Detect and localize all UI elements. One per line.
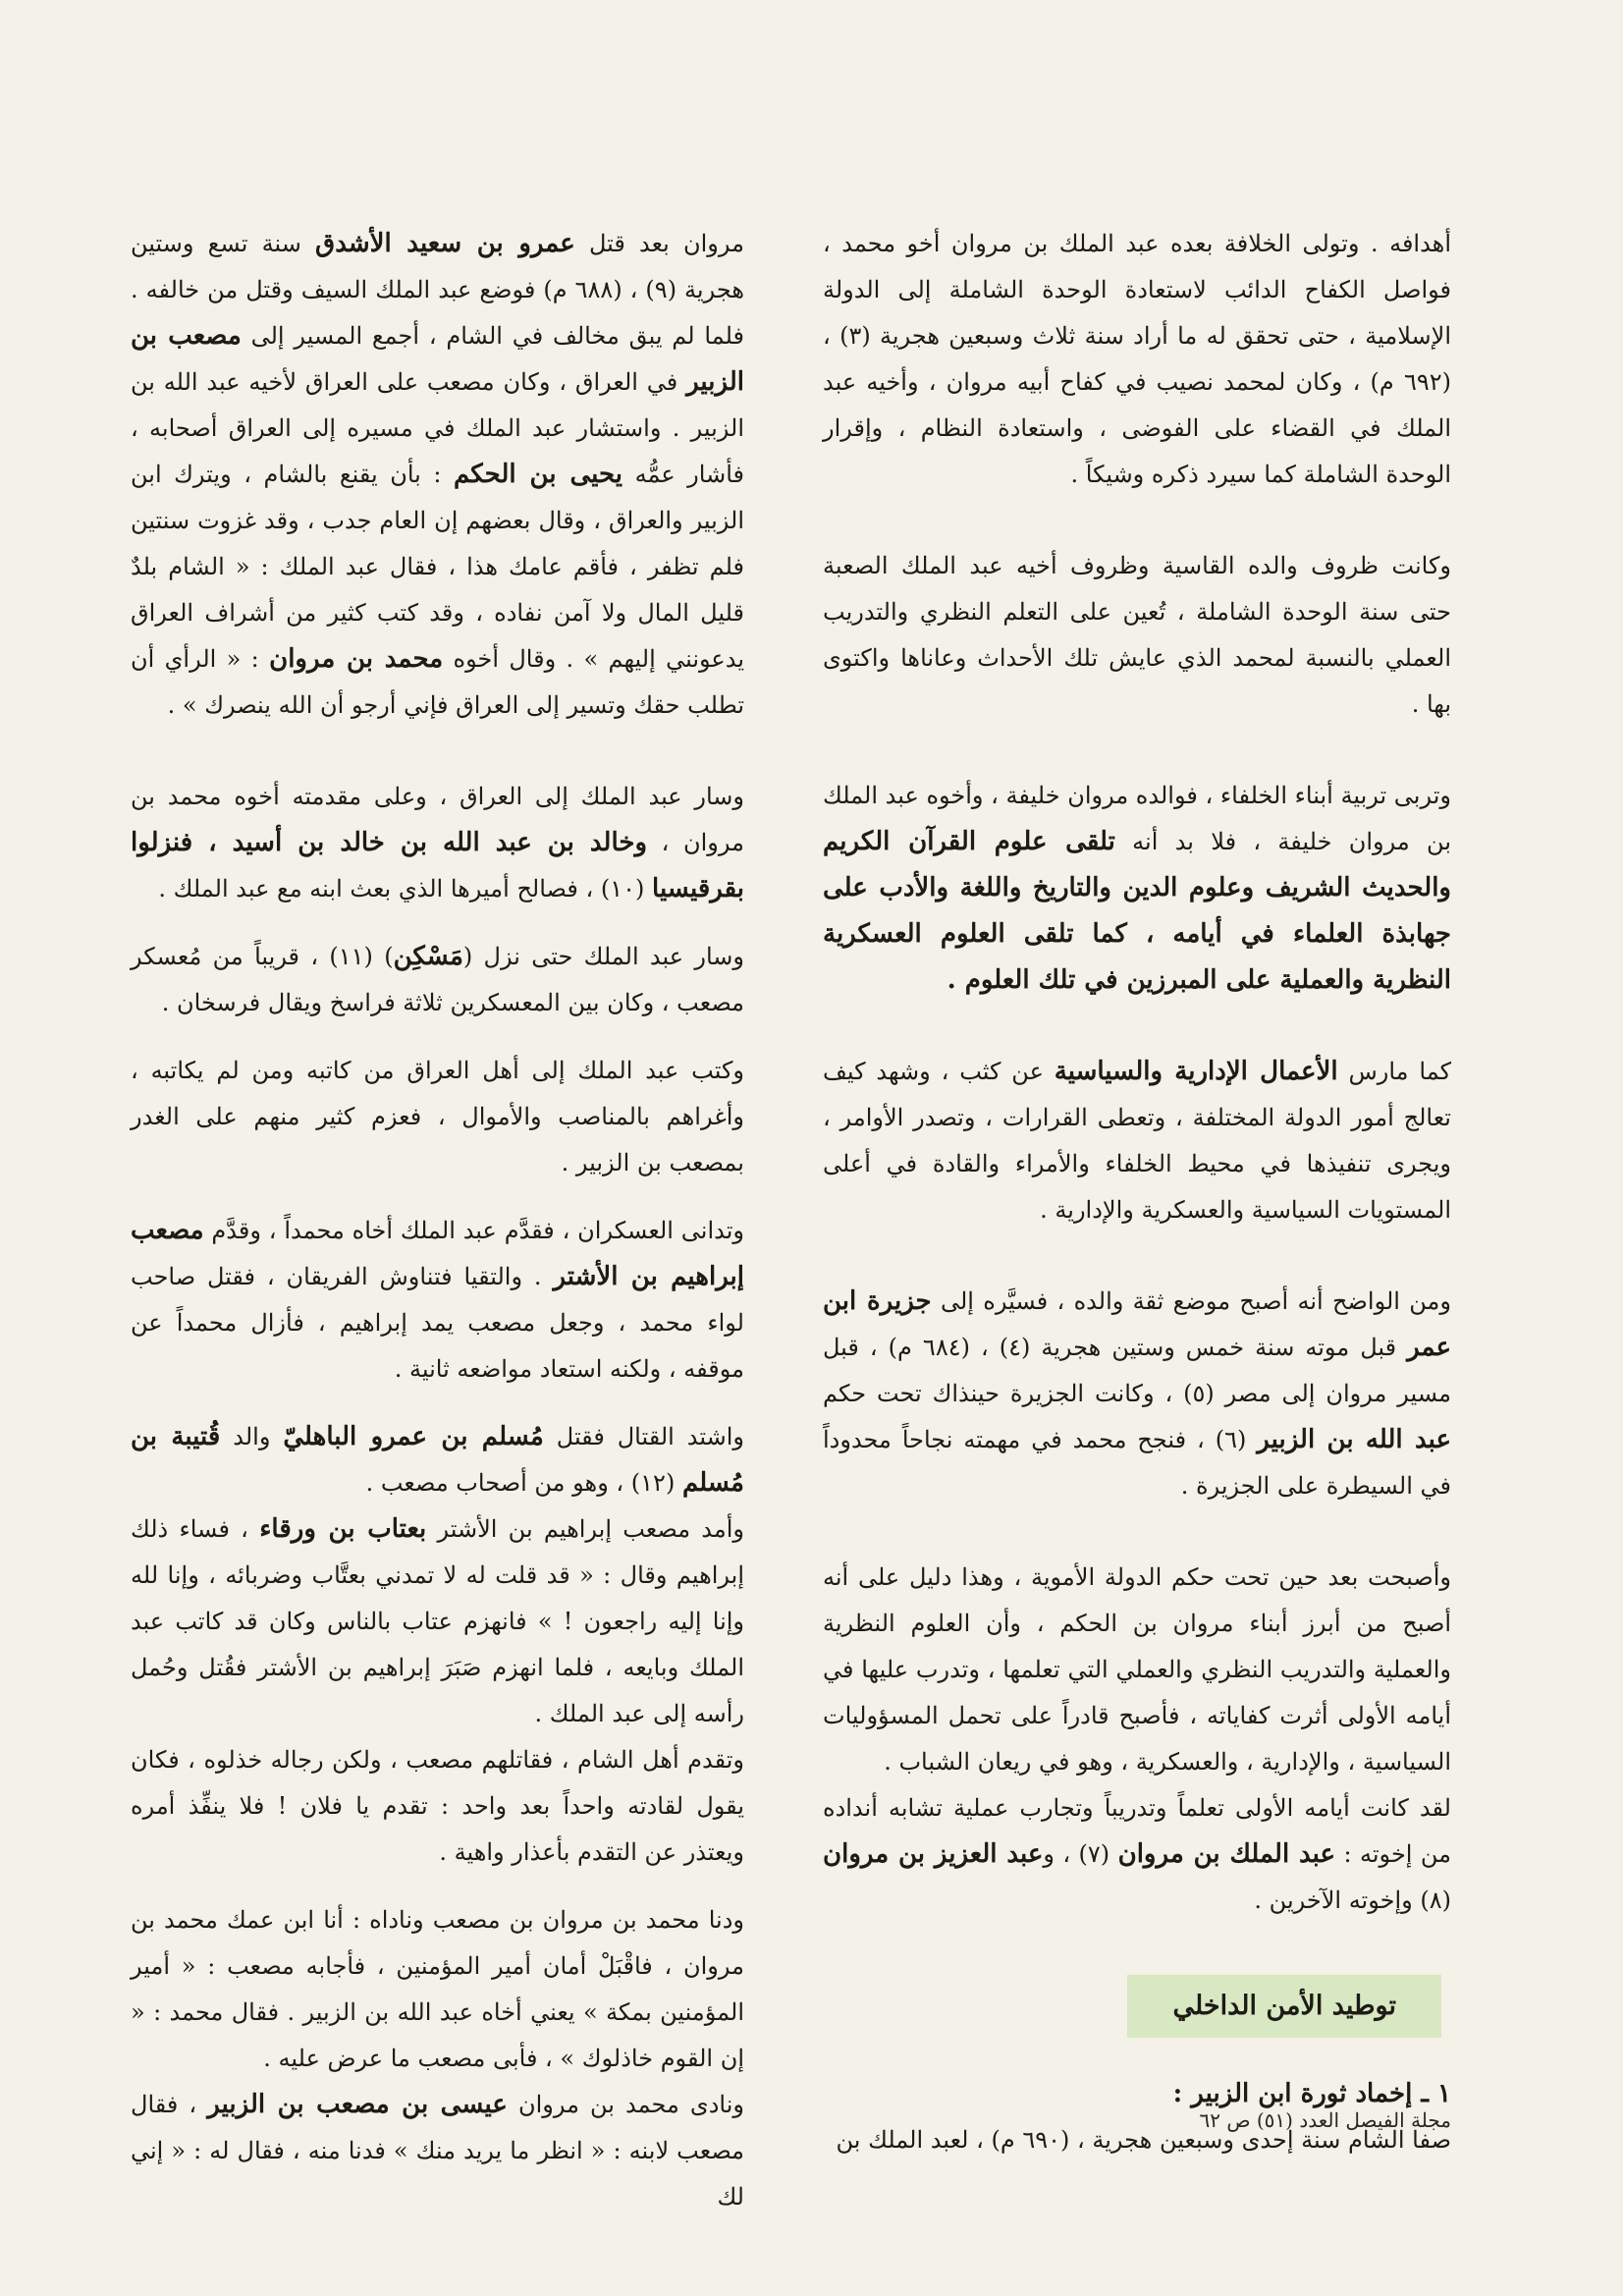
left-column bbox=[131, 221, 744, 2220]
page-footer: مجلة الفيصل العدد (٥١) ص ٦٢ bbox=[1199, 2108, 1451, 2132]
text: (١٠) ، فصالح أميرها الذي بعث ابنه مع عبد الملك . bbox=[158, 875, 645, 902]
bold-text: مَسْكِن bbox=[393, 942, 463, 971]
paragraph bbox=[131, 1737, 744, 1876]
bold-text: الأعمال الإدارية والسياسية bbox=[1054, 1057, 1338, 1086]
bold-text: عبد الملك بن مروان bbox=[1117, 1839, 1336, 1869]
bold-text: محمد بن مروان bbox=[269, 644, 444, 674]
text: . والتقيا فتناوش الفريقان ، فقتل صاحب لواء محمد ، وجعل مصعب يمد إبراهيم ، فأزال محمداً عن موقفه ، ولكنه استعاد مواضعه ثانية . bbox=[131, 1263, 744, 1383]
text: ) (١١) ، قريباً من مُعسكر مصعب ، وكان بين المعسكرين ثلاثة فراسخ ويقال فرسخان . bbox=[131, 943, 744, 1016]
paragraph bbox=[823, 1279, 1451, 1509]
text: (٧) ، و bbox=[1043, 1840, 1110, 1868]
text: ، فساء ذلك إبراهيم وقال : « قد قلت له لا تمدني بعتَّاب وضربائه ، وإنا لله وإنا إليه راجعون ! » فانهزم عتاب بالناس وكان قد كاتب عبد الملك وبايعه ، فلما انهزم صَبَرَ إبراهيم بن الأشتر فقُتل وحُمل رأسه إلى عبد الملك . bbox=[131, 1515, 744, 1727]
text: في العراق ، وكان مصعب على العراق لأخيه عبد الله بن الزبير . واستشار عبد الملك في مسيره إلى العراق أصحابه ، فأشار عمُّه bbox=[131, 368, 744, 488]
text: وسار عبد الملك حتى نزل ( bbox=[462, 943, 745, 970]
text: مروان بعد قتل bbox=[588, 230, 744, 257]
paragraph: صفا الشام سنة إحدى وسبعين هجرية ، (٦٩٠ م) ، لعبد الملك بن bbox=[836, 2126, 1451, 2154]
paragraph bbox=[131, 774, 744, 912]
text: ، فقال مصعب لابنه : « انظر ما يريد منك » فدنا منه ، فقال له : « إني لك bbox=[131, 2091, 744, 2211]
text: سنة تسع وستين هجرية (٩) ، (٦٨٨ م) فوضع عبد الملك السيف وقتل من خالفه . فلما لم يبق مخالف في الشام ، أجمع المسير إلى bbox=[131, 230, 744, 350]
paragraph bbox=[823, 543, 1451, 728]
bold-text: بعتاب بن ورقاء bbox=[259, 1514, 427, 1544]
text: وسار عبد الملك إلى العراق ، وعلى مقدمته أخوه محمد بن مروان ، bbox=[131, 783, 744, 856]
text: واشتد القتال فقتل bbox=[556, 1423, 744, 1450]
text: : « الرأي أن تطلب حقك وتسير إلى العراق فإني أرجو أن الله ينصرك » . bbox=[131, 645, 744, 719]
text: وتدانى العسكران ، فقدَّم عبد الملك أخاه محمداً ، وقدَّم bbox=[211, 1217, 744, 1244]
paragraph bbox=[823, 1555, 1451, 1785]
paragraph bbox=[131, 934, 744, 1026]
paragraph bbox=[823, 1785, 1451, 1924]
text: وتربى تربية أبناء الخلفاء ، فوالده مروان خليفة ، وأخوه عبد الملك بن مروان خليفة ، فلا بد أنه bbox=[823, 782, 1451, 855]
paragraph bbox=[823, 1049, 1451, 1233]
bold-text: عبد الله بن الزبير bbox=[1257, 1425, 1451, 1454]
bold-text: يحيى بن الحكم bbox=[454, 460, 623, 489]
text: وأمد مصعب إبراهيم بن الأشتر bbox=[437, 1515, 744, 1543]
text: (٨) وإخوته الآخرين . bbox=[1254, 1886, 1451, 1914]
text: ونادى محمد بن مروان bbox=[517, 2091, 744, 2118]
text: (٦) ، فنجح محمد في مهمته نجاحاً محدوداً في السيطرة على الجزيرة . bbox=[823, 1426, 1451, 1500]
paragraph bbox=[823, 221, 1451, 498]
text: لقد كانت أيامه الأولى تعلماً وتدريباً وتجارب عملية تشابه أنداده من إخوته : bbox=[823, 1794, 1451, 1868]
text: والد bbox=[233, 1423, 271, 1450]
bold-text: وخالد بن عبد الله بن خالد بن أسيد ، فنزلوا بقرقيسيا bbox=[131, 828, 744, 903]
text: : بأن يقنع بالشام ، ويترك ابن الزبير والعراق ، وقال بعضهم إن العام جدب ، وقد غزوت سنتين فلم تظفر ، فأقم عامك هذا ، فقال عبد الملك : « الشام بلدٌ قليل المال ولا آمن نفاده ، وقد كتب كثير من أشراف العراق يدعونني إليهم » . وقال أخوه bbox=[131, 461, 744, 673]
right-column bbox=[823, 221, 1451, 2163]
bold-text: عيسى بن مصعب بن الزبير bbox=[207, 2090, 508, 2119]
text: كما مارس bbox=[1348, 1058, 1451, 1085]
bold-text: مصعب إبراهيم بن الأشتر bbox=[131, 1216, 744, 1291]
paragraph bbox=[131, 221, 744, 729]
bold-text: مُسلم بن عمرو الباهليّ bbox=[283, 1422, 544, 1451]
bold-text: مصعب بن الزبير bbox=[131, 321, 744, 397]
paragraph bbox=[823, 773, 1451, 1004]
paragraph bbox=[131, 2082, 744, 2220]
text: أهدافه . وتولى الخلافة بعده عبد الملك بن مروان أخو محمد ، فواصل الكفاح الدائب لاستعادة الوحدة الشاملة إلى الدولة الإسلامية ، حتى تحقق له ما أراد سنة ثلاث وسبعين هجرية (٣) ، (٦٩٢ م) ، وكان لمحمد نصيب في كفاح أبيه مروان ، وأخيه عبد الملك في القضاء على الفوضى ، واستعادة النظام ، وإقرار الوحدة الشاملة كما سيرد ذكره وشيكاً . bbox=[823, 230, 1452, 488]
bold-text: تلقى علوم القرآن الكريم والحديث الشريف وعلوم الدين والتاريخ واللغة والأدب على جهابذة العلماء في أيامه ، كما تلقى العلوم العسكرية النظرية والعملية على المبرزين في تلك العلوم . bbox=[823, 827, 1451, 995]
text: وأصبحت بعد حين تحت حكم الدولة الأموية ، وهذا دليل على أنه أصبح من أبرز أبناء مروان بن الحكم ، وأن العلوم النظرية والعملية والتدريب النظري والعملي التي تعلمها ، وتدرب عليها في أيامه الأولى أثرت كفاياته ، فأصبح قادراً على تحمل المسؤوليات السياسية ، والإدارية ، والعسكرية ، وهو في ريعان الشباب . bbox=[823, 1563, 1451, 1776]
paragraph bbox=[131, 1414, 744, 1506]
text: قبل موته سنة خمس وستين هجرية (٤) ، (٦٨٤ م) ، قبل مسير مروان إلى مصر (٥) ، وكانت الجزيرة حينذاك تحت حكم bbox=[823, 1334, 1451, 1407]
text: ودنا محمد بن مروان بن مصعب وناداه : أنا ابن عمك محمد بن مروان ، فاقْبَلْ أمان أمير المؤمنين ، فأجابه مصعب : « أمير المؤمنين بمكة » يعني أخاه عبد الله بن الزبير . فقال محمد : « إن القوم خاذلوك » ، فأبى مصعب ما عرض عليه . bbox=[131, 1906, 744, 2072]
paragraph bbox=[131, 1897, 744, 2082]
bold-text: جزيرة ابن عمر bbox=[823, 1286, 1452, 1362]
text: ومن الواضح أنه أصبح موضع ثقة والده ، فسيَّره إلى bbox=[940, 1287, 1451, 1315]
paragraph bbox=[131, 1506, 744, 1737]
subheading: ١ ـ إخماد ثورة ابن الزبير : bbox=[1172, 2079, 1451, 2108]
text: وكانت ظروف والده القاسية وظروف أخيه عبد الملك الصعبة حتى سنة الوحدة الشاملة ، تُعين على التعلم النظري والتدريب العملي بالنسبة لمحمد الذي عايش تلك الأحداث وعاناها واكتوى بها . bbox=[823, 552, 1451, 718]
text: (١٢) ، وهو من أصحاب مصعب . bbox=[365, 1469, 676, 1497]
section-heading: توطيد الأمن الداخلي bbox=[1127, 1975, 1441, 2038]
text: عن كثب ، وشهد كيف تعالج أمور الدولة المختلفة ، وتعطى القرارات ، وتصدر الأوامر ، ويجرى تنفيذها في محيط الخلفاء والأمراء والقادة في أعلى المستويات السياسية والعسكرية والإدارية . bbox=[823, 1058, 1451, 1224]
text: وكتب عبد الملك إلى أهل العراق من كاتبه ومن لم يكاتبه ، وأغراهم بالمناصب والأموال ، فعزم كثير منهم على الغدر بمصعب بن الزبير . bbox=[131, 1057, 744, 1176]
bold-text: عمرو بن سعيد الأشدق bbox=[315, 229, 575, 258]
text: وتقدم أهل الشام ، فقاتلهم مصعب ، ولكن رجاله خذلوه ، فكان يقول لقادته واحداً بعد واحد : تقدم يا فلان ! فلا ينفِّذ أمره ويعتذر عن التقدم بأعذار واهية . bbox=[131, 1746, 744, 1866]
bold-text: عبد العزيز بن مروان bbox=[823, 1839, 1044, 1869]
paragraph bbox=[131, 1048, 744, 1186]
paragraph bbox=[131, 1208, 744, 1393]
bold-text: قُتيبة بن مُسلم bbox=[131, 1422, 744, 1498]
